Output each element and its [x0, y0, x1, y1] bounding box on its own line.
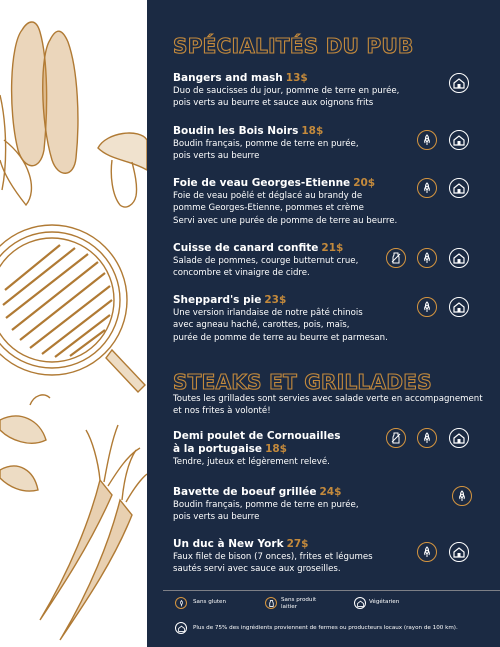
lactose-free-icon: [386, 248, 406, 268]
menu-item-foie-de-veau: [173, 177, 403, 227]
item-price: 27$: [286, 538, 309, 550]
gluten-free-icon: [417, 297, 437, 317]
item-description-line: pois verts au beurre: [173, 512, 260, 523]
item-name: Un duc à New York: [173, 538, 284, 550]
item-name: Sheppard's pie: [173, 294, 262, 306]
food-illustration: [0, 0, 147, 647]
item-price: 18$: [265, 443, 287, 455]
item-name: Bavette de boeuf grillée: [173, 486, 317, 498]
vegetarian-icon: [449, 130, 469, 150]
item-description-line: Boudin français, pomme de terre en purée,: [173, 500, 359, 510]
vegetarian-icon: [449, 428, 469, 448]
menu-item-bavette: [173, 486, 403, 524]
item-description-line: concombre et vinaigre de cidre.: [173, 268, 310, 279]
gluten-free-icon: [417, 428, 437, 448]
intro-line: et nos frites à volonté!: [173, 406, 271, 417]
legend-lactose-free-label: Sans produit laitier: [281, 597, 317, 610]
legend-vegetarian-label: Végétarien: [369, 599, 400, 605]
item-description-line: Tendre, juteux et légèrement relevé.: [173, 457, 330, 467]
menu-item-demi-poulet: [173, 430, 403, 468]
vegetarian-icon: [449, 73, 469, 93]
item-description-line: Foie de veau poêlé et déglacé au brandy de: [173, 191, 363, 201]
item-description-line: Faux filet de bison (7 onces), frites et légumes: [173, 552, 373, 562]
legend-local-icon: [175, 622, 187, 634]
gluten-free-icon: [417, 130, 437, 150]
item-name: Boudin les Bois Noirs: [173, 125, 299, 137]
item-description-line: Une version irlandaise de notre pâté chinois: [173, 308, 363, 318]
menu-panel: [147, 0, 500, 647]
item-price: 23$: [264, 294, 287, 306]
gluten-free-icon: [452, 486, 472, 506]
vegetarian-icon: [449, 178, 469, 198]
gluten-free-icon: [417, 248, 437, 268]
item-price: 20$: [353, 177, 376, 189]
item-name: Foie de veau Georges-Etienne: [173, 177, 351, 189]
section-intro: [173, 393, 483, 418]
legend-divider: [163, 590, 500, 591]
item-description-line: Duo de saucisses du jour, pomme de terre en purée,: [173, 86, 400, 96]
intro-line: Toutes les grillades sont servies avec salade verte en accompagnement: [173, 394, 483, 404]
gluten-free-icon: [417, 542, 437, 562]
menu-item-bangers-and-mash: [173, 72, 403, 110]
vegetarian-icon: [449, 297, 469, 317]
vegetarian-icon: [449, 542, 469, 562]
item-description-line: Boudin français, pomme de terre en purée,: [173, 139, 359, 149]
item-name: Bangers and mash: [173, 72, 283, 84]
item-description-line: sautés servi avec sauce aux groseilles.: [173, 564, 341, 575]
legend-local-label: Plus de 75% des ingrédients proviennent de fermes ou producteurs locaux (rayon de 100 km).: [193, 625, 458, 631]
food-sketch-image: [0, 0, 147, 647]
legend-gluten-free-label: Sans gluten: [193, 599, 227, 605]
item-name: à la portugaise: [173, 443, 263, 455]
item-name: Cuisse de canard confite: [173, 242, 319, 254]
item-name: Demi poulet de Cornouailles: [173, 430, 341, 442]
menu-item-sheppards-pie: [173, 294, 403, 344]
item-description-line: Servi avec une purée de pomme de terre au beurre.: [173, 215, 398, 226]
item-price: 13$: [285, 72, 308, 84]
section-title-pub-specials: SPÉCIALITÉS DU PUB: [173, 34, 414, 58]
menu-item-boudin: [173, 125, 403, 163]
legend-gluten-free-icon: [175, 597, 187, 609]
gluten-free-icon: [417, 178, 437, 198]
item-price: 18$: [301, 125, 324, 137]
item-price: 21$: [321, 242, 344, 254]
menu-item-cuisse-de-canard: [173, 242, 403, 280]
vegetarian-icon: [449, 248, 469, 268]
menu-item-un-duc-a-new-york: [173, 538, 403, 576]
lactose-free-icon: [386, 428, 406, 448]
item-description-line: purée de pomme de terre au beurre et parmesan.: [173, 332, 388, 343]
item-description-line: pois verts au beurre: [173, 151, 260, 162]
item-description-line: pomme Georges-Etienne, pommes et crème: [173, 203, 364, 214]
item-description-line: pois verts au beurre et sauce aux oignons frits: [173, 98, 374, 109]
item-price: 24$: [319, 486, 342, 498]
item-description-line: Salade de pommes, courge butternut crue,: [173, 256, 359, 266]
item-description-line: avec agneau haché, carottes, pois, maïs,: [173, 320, 350, 331]
legend-lactose-free-icon: [265, 597, 277, 609]
section-title-steaks-grillades: STEAKS ET GRILLADES: [173, 370, 432, 394]
legend-vegetarian-icon: [354, 597, 366, 609]
